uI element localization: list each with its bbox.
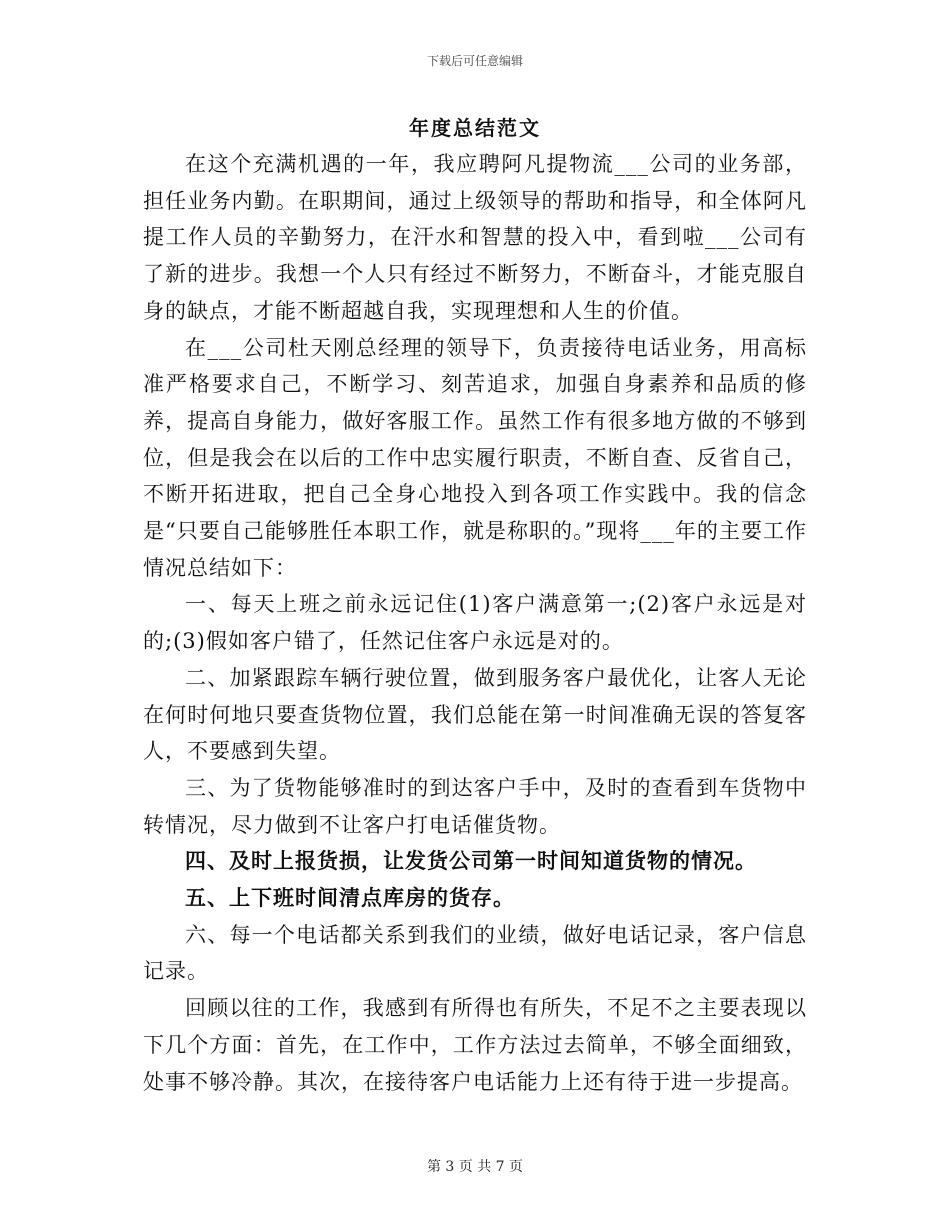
paragraph-item-3: 三、为了货物能够准时的到达客户手中，及时的查看到车货物中转情况，尽力做到不让客户打电话催货物。 <box>143 775 807 837</box>
paragraph-leadership: 在___公司杜天刚总经理的领导下，负责接待电话业务，用高标准严格要求自己，不断学习、刻苦追求，加强自身素养和品质的修养，提高自身能力，做好客服工作。虽然工作有很多地方做的不够到位，但是我会在以后的工作中忠实履行职责，不断自查、反省自己，不断开拓进取，把自己全身心地投入到各项工作实践中。我的信念是“只要自己能够胜任本职工作，就是称职的。”现将___年的主要工作情况总结如下： <box>143 335 807 580</box>
paragraph-item-5: 五、上下班时间清点库房的货存。 <box>185 885 515 911</box>
paragraph-item-1: 一、每天上班之前永远记住(1)客户满意第一;(2)客户永远是对的;(3)假如客户错了，任然记住客户永远是对的。 <box>143 592 807 654</box>
paragraph-item-4: 四、及时上报货损，让发货公司第一时间知道货物的情况。 <box>185 848 757 874</box>
page-header-note: 下载后可任意编辑 <box>426 54 523 68</box>
paragraph-intro: 在这个充满机遇的一年，我应聘阿凡提物流___公司的业务部，担任业务内勤。在职期间，通过上级领导的帮助和指导，和全体阿凡提工作人员的辛勤努力，在汗水和智慧的投入中，看到啦___公司有了新的进步。我想一个人只有经过不断努力，不断奋斗，才能克服自身的缺点，才能不断超越自我，实现理想和人生的价值。 <box>143 152 807 323</box>
page-number-footer: 第 3 页 共 7 页 <box>426 1159 524 1175</box>
document-body <box>143 146 807 1100</box>
paragraph-review: 回顾以往的工作，我感到有所得也有所失，不足不之主要表现以下几个方面：首先，在工作中，工作方法过去简单，不够全面细致，处事不够冷静。其次，在接待客户电话能力上还有待于进一步提高。 <box>143 996 807 1094</box>
paragraph-item-6: 六、每一个电话都关系到我们的业绩，做好电话记录，客户信息记录。 <box>143 922 807 984</box>
paragraph-item-2: 二、加紧跟踪车辆行驶位置，做到服务客户最优化，让客人无论在何时何地只要查货物位置，我们总能在第一时间准确无误的答复客人，不要感到失望。 <box>143 665 807 764</box>
document-title: 年度总结范文 <box>409 116 541 140</box>
